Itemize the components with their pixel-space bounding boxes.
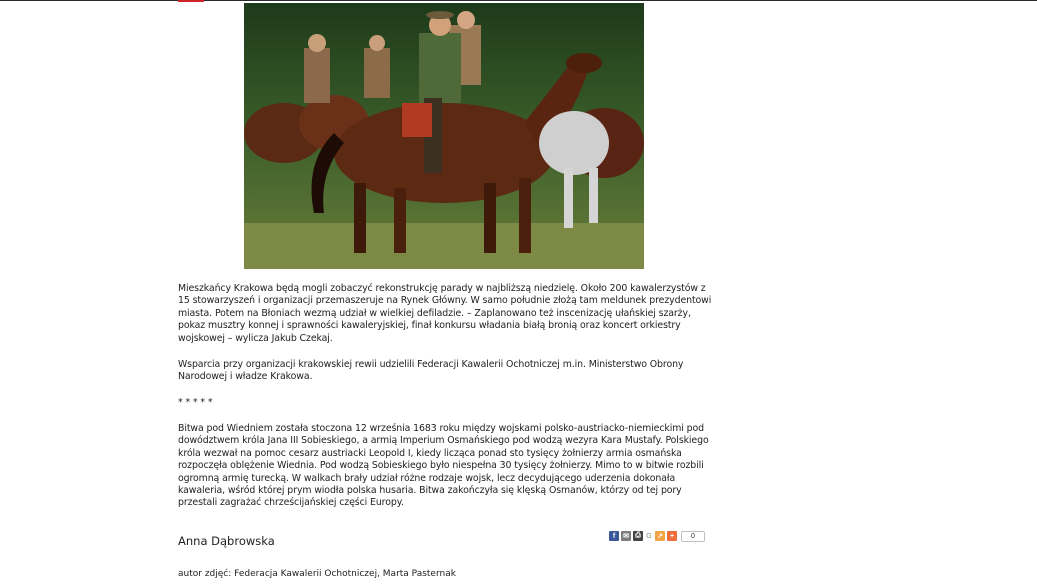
paragraph-text: Wsparcia przy organizacji krakowskiej rewii udzielili Federacji Kawalerii Ochotniczej m.in. Ministerstwo Obrony Narodowej i władze Krakowa. — [178, 359, 684, 383]
google-share-icon[interactable]: G — [646, 532, 652, 540]
share-toolbar — [609, 530, 705, 542]
share-icon[interactable]: ↗ — [655, 531, 665, 541]
facebook-share-icon[interactable]: f — [609, 531, 619, 541]
cavalry-photo-illustration — [244, 3, 644, 269]
photo-credit: autor zdjęć: Federacja Kawalerii Ochotniczej, Marta Pasternak — [178, 569, 456, 579]
add-share-icon[interactable]: + — [667, 531, 677, 541]
article-paragraph-2 — [178, 359, 718, 384]
email-share-icon[interactable]: ✉ — [621, 531, 631, 541]
print-icon[interactable]: ⎙ — [633, 531, 643, 541]
article-photo — [244, 3, 644, 269]
paragraph-text: Bitwa pod Wiedniem została stoczona 12 września 1683 roku między wojskami polsko-austriacko-niemieckimi pod dowództwem króla Jana III Sobieskiego, a armią Imperium Osmańskiego pod wodzą wezyra Kara Mustafy. Polskiego króla wezwał na pomoc cesarz austriacki Leopold I, kiedy licząca ponad sto tysięcy żołnierzy armia osmańska rozpoczęła oblężenie Wiednia. Pod wodzą Sobieskiego było niespełna 30 tysięcy żołnierzy. Mimo to w bitwie rozbili ogromną armię turecką. W walkach brały udział różne rodzaje wojsk, lecz decydującego uderzenia dokonała kawaleria, wśród której prym wiodła polska husaria. Bitwa zakończyła się klęską Osmanów, którzy od tej pory przestali zagrażać chrześcijańskiej części Europy. — [178, 423, 709, 509]
article-paragraph-3 — [178, 423, 718, 510]
article-separator — [178, 397, 718, 409]
top-accent-bar — [178, 0, 204, 2]
article-author: Anna Dąbrowska — [178, 534, 275, 548]
top-border — [0, 0, 1037, 1]
separator-text: * * * * * — [178, 397, 213, 408]
paragraph-text: Mieszkańcy Krakowa będą mogli zobaczyć rekonstrukcję parady w najbliższą niedzielę. Około 200 kawalerzystów z 15 stowarzyszeń i organizacji przemaszeruje na Rynek Główny. W samo południe złożą tam meldunek prezydentowi miasta. Potem na Błoniach wezmą udział w wielkiej defiladzie. – Zaplanowano też inscenizację ułańskiej szarży, pokaz musztry konnej i sprawności kawaleryjskiej, finał konkursu władania białą bronią oraz koncert orkiestry wojskowej – wylicza Jakub Czekaj. — [178, 283, 712, 344]
share-count: 0 — [681, 531, 705, 542]
article-paragraph-1 — [178, 283, 718, 345]
